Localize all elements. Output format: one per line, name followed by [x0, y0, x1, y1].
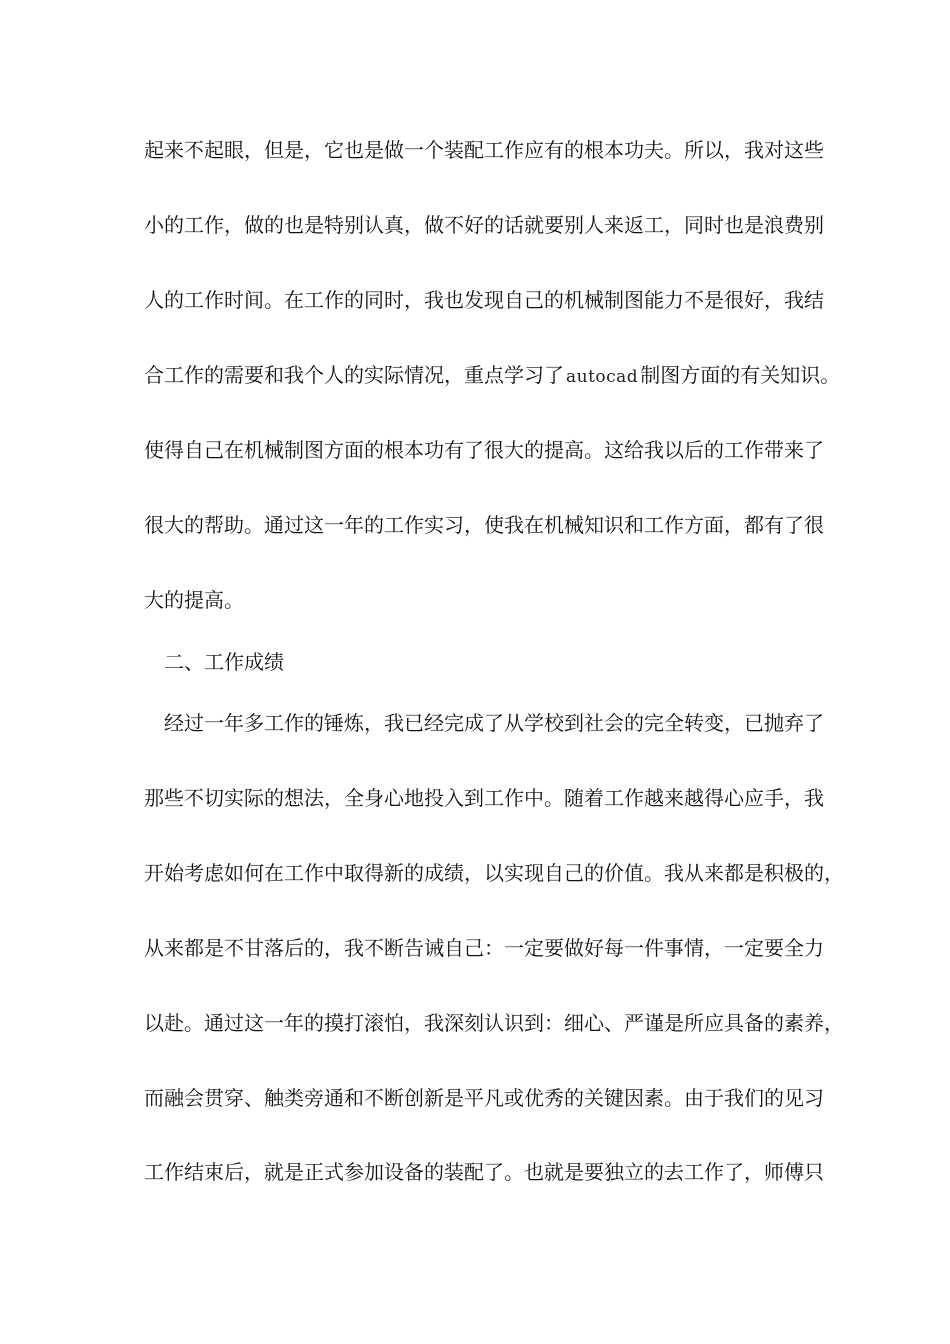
paragraph-line-5: 使得自己在机械制图方面的根本功有了很大的提高。这给我以后的工作带来了 — [144, 438, 824, 462]
paragraph-line-10: 开始考虑如何在工作中取得新的成绩，以实现自己的价值。我从来都是积极的， — [144, 861, 844, 885]
paragraph-line-3: 人的工作时间。在工作的同时，我也发现自己的机械制图能力不是很好，我结 — [144, 288, 824, 312]
paragraph-line-2: 小的工作，做的也是特别认真，做不好的话就要别人来返工，同时也是浪费别 — [144, 213, 824, 237]
paragraph-line-12: 以赴。通过这一年的摸打滚怕，我深刻认识到：细心、严谨是所应具备的素养， — [144, 1011, 844, 1035]
paragraph-line-6: 很大的帮助。通过这一年的工作实习，使我在机械知识和工作方面，都有了很 — [144, 513, 824, 537]
paragraph-line-13: 而融会贯穿、触类旁通和不断创新是平凡或优秀的关键因素。由于我们的见习 — [144, 1086, 824, 1110]
paragraph-line-7: 大的提高。 — [144, 588, 244, 612]
paragraph-line-11: 从来都是不甘落后的，我不断告诫自己：一定要做好每一件事情，一定要全力 — [144, 936, 824, 960]
line-4-text-before: 合工作的需要和我个人的实际情况，重点学习了 — [144, 363, 564, 387]
software-name: autocad — [566, 367, 639, 387]
paragraph-line-4 — [144, 360, 841, 390]
line-4-text-after: 制图方面的有关知识。 — [640, 363, 841, 387]
paragraph-line-1: 起来不起眼，但是，它也是做一个装配工作应有的根本功夫。所以，我对这些 — [144, 138, 824, 162]
paragraph-line-9: 那些不切实际的想法，全身心地投入到工作中。随着工作越来越得心应手，我 — [144, 786, 824, 810]
paragraph-line-14: 工作结束后，就是正式参加设备的装配了。也就是要独立的去工作了，师傅只 — [144, 1160, 824, 1184]
section-heading: 二、工作成绩 — [164, 650, 284, 674]
paragraph-line-8: 经过一年多工作的锤炼，我已经完成了从学校到社会的完全转变，已抛弃了 — [164, 711, 824, 735]
